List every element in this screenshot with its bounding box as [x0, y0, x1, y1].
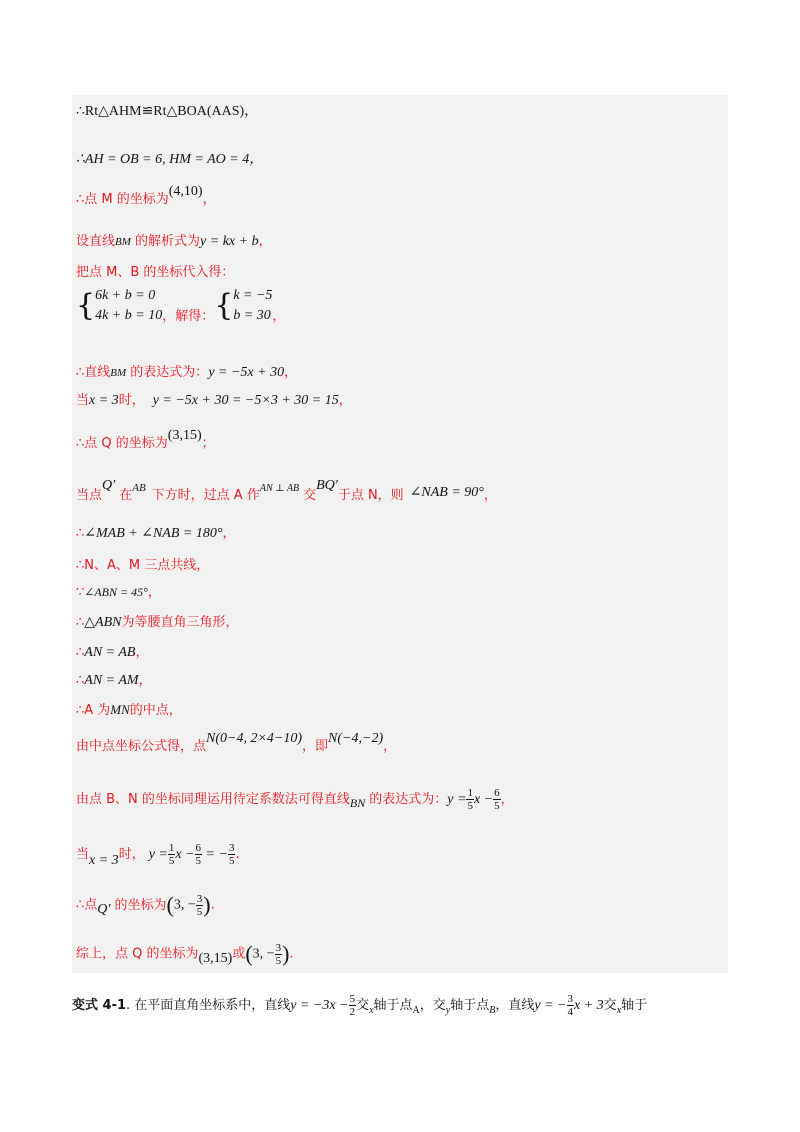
line-bm-expression [76, 361, 297, 381]
text: 的中点， [129, 703, 182, 718]
line-x3-bn [76, 842, 240, 867]
eq1: 6k + b = 0 [95, 288, 156, 303]
line-point-q [76, 428, 215, 452]
text: 为等腰直角三角形， [121, 615, 239, 630]
eq-calc: y = −5x + 30 = −5×3 + 30 = 15 [152, 393, 339, 408]
x-value: x = 3 [89, 393, 119, 408]
text: ， [222, 526, 236, 541]
text: ∴点 [76, 897, 98, 913]
var-q-prime: Q′ [102, 478, 116, 493]
point-q-value: (3,15) [167, 428, 202, 443]
numerator: 3 [567, 993, 573, 1005]
coord-x: 3, − [173, 897, 196, 913]
text: ，直线 [495, 998, 535, 1013]
angle-sum: ∠MAB + ∠NAB = 180° [84, 526, 223, 541]
text: ∴ [76, 526, 85, 541]
text: ∴ [76, 645, 85, 660]
text: 把点 M、B 的坐标代入得： [76, 265, 235, 280]
text: ， [284, 365, 298, 380]
text: 交 [603, 998, 617, 1013]
point-b: B [489, 1005, 496, 1016]
numerator: 6 [195, 842, 202, 854]
denominator: 5 [195, 855, 202, 867]
line-bn-expression [76, 787, 514, 812]
system-equations [95, 286, 162, 326]
line-angle-sum [76, 522, 235, 542]
text: 于点 N，则 [337, 488, 404, 503]
line-angle-abn [76, 581, 161, 600]
variant-problem [72, 993, 647, 1018]
paren-close: ) [203, 892, 211, 917]
text: 交 [303, 488, 317, 503]
text: 或 [232, 946, 246, 962]
denominator: 5 [494, 800, 500, 812]
line-point-n [76, 731, 397, 755]
triangle-abn: △ABN [84, 615, 122, 630]
denominator: 5 [275, 954, 282, 967]
text: ， [338, 393, 352, 408]
eq-part: x − [473, 792, 494, 807]
var-bm: BM [110, 367, 127, 379]
line-system [76, 286, 285, 326]
text: ， [138, 673, 152, 688]
text: ，即 [302, 739, 329, 754]
text: 轴于 [621, 998, 648, 1013]
text: ，解得： [162, 308, 215, 324]
var-ab: AB [132, 482, 146, 494]
eq-part: = − [202, 847, 228, 862]
eq1: y = −3x − [290, 998, 349, 1013]
paren-close: ) [282, 941, 290, 966]
point-n-calc: N(0−4, 2×4−10) [206, 731, 303, 746]
point-q-value: (3,15) [198, 950, 233, 966]
text: 当点 [76, 488, 103, 503]
eq2-pre: y = − [534, 998, 567, 1013]
text: 下方时，过点 A 作 [151, 488, 260, 503]
text: 的表达式为： [126, 365, 209, 380]
text: 设直线 [76, 234, 116, 249]
left-brace: { [76, 288, 96, 323]
eq-part: y = [148, 847, 168, 862]
eq-an-am: AN = AM [84, 673, 139, 688]
system-solution [233, 286, 272, 326]
text: 轴于点 [373, 998, 413, 1013]
numerator: 3 [228, 842, 235, 854]
line-point-m [76, 184, 216, 208]
denominator: 5 [168, 855, 175, 867]
line-midpoint [76, 699, 182, 718]
var-bq-prime: BQ′ [316, 478, 338, 493]
text: ∵ [76, 585, 85, 600]
eq2-post: x + 3 [574, 998, 604, 1013]
text: 的坐标为 [114, 897, 167, 913]
paren-open: ( [245, 941, 253, 966]
text: ∴A 为 [76, 703, 111, 718]
var-mn: MN [110, 702, 130, 717]
fraction [466, 787, 474, 812]
congruence-statement: ∴Rt△AHM≌Rt△BOA(AAS)， [76, 104, 259, 119]
text: ∴点 Q 的坐标为 [76, 436, 168, 451]
text: . [210, 897, 215, 913]
text: ∴ [76, 673, 85, 688]
text: . [235, 847, 240, 862]
var-bn: BN [349, 796, 366, 810]
text: ，交 [419, 998, 446, 1013]
line-an-am [76, 669, 152, 689]
text: 的解析式为 [130, 234, 201, 249]
fraction [567, 993, 575, 1018]
text: 轴于点 [450, 998, 490, 1013]
angle-abn: ∠ABN = 45° [84, 585, 148, 599]
sol1: k = −5 [233, 288, 273, 303]
denominator: 4 [567, 1006, 573, 1018]
text: ； [201, 436, 215, 451]
coord-x: 3, − [252, 946, 275, 962]
var-x: x [369, 1005, 374, 1016]
paren-open: ( [166, 892, 174, 917]
eq-bn: y = [447, 792, 467, 807]
point-m-value: (4,10) [168, 184, 203, 199]
denominator: 5 [196, 905, 203, 918]
eq-general: y = kx + b [200, 234, 259, 249]
numerator: 1 [168, 842, 175, 854]
text: ∴点 M 的坐标为 [76, 192, 169, 207]
text: 当 [76, 847, 90, 862]
text: ， [202, 192, 216, 207]
fraction [493, 787, 501, 812]
text: . 在平面直角坐标系中，直线 [126, 998, 291, 1013]
line-collinear [76, 554, 209, 573]
text: ， [500, 792, 514, 807]
numerator: 6 [494, 787, 500, 799]
text: 由中点坐标公式得，点 [76, 739, 207, 754]
line-an-ab [76, 641, 148, 661]
denominator: 5 [228, 855, 235, 867]
fraction [275, 942, 283, 967]
text: ∴ [76, 615, 85, 630]
text: 交 [356, 998, 370, 1013]
line-isosceles [76, 611, 239, 631]
fraction [195, 842, 203, 867]
perpendicular: AN ⊥ AB [259, 483, 300, 494]
text: 综上，点 Q 的坐标为 [76, 946, 199, 962]
line-set-bm [76, 230, 272, 250]
fraction [349, 993, 357, 1018]
eq-part: x − [175, 847, 195, 862]
text: ， [483, 488, 497, 503]
text: ， [383, 739, 397, 754]
numerator: 5 [349, 993, 356, 1005]
line-point-q-prime [76, 892, 215, 918]
numerator: 1 [467, 787, 473, 799]
variant-label: 变式 4-1 [72, 998, 127, 1013]
point-n-value: N(−4,−2) [328, 731, 384, 746]
var-x: x [616, 1005, 622, 1016]
line-congruent [76, 100, 258, 120]
eq-bm: y = −5x + 30 [208, 365, 285, 380]
left-brace: { [214, 288, 234, 323]
sol2: b = 30 [233, 308, 271, 323]
var-q-prime: Q′ [97, 901, 111, 917]
text: ∴N、A、M 三点共线， [76, 558, 210, 573]
text: 由点 B、N 的坐标同理运用待定系数法可得直线 [76, 792, 350, 807]
text: 当 [76, 393, 90, 408]
line-conclusion [76, 941, 294, 967]
text: 在 [119, 488, 133, 503]
line-q-prime-case [76, 478, 497, 504]
lengths-statement: ∴AH = OB = 6, HM = AO = 4， [76, 152, 264, 167]
var-bm: BM [115, 236, 131, 248]
eq2: 4k + b = 10 [95, 308, 163, 323]
denominator: 5 [467, 800, 473, 812]
text: ∴直线 [76, 365, 111, 380]
text: 时， [118, 393, 145, 408]
text: 的表达式为： [369, 792, 448, 807]
numerator: 3 [275, 941, 282, 954]
text: ， [258, 234, 272, 249]
denominator: 2 [349, 1006, 356, 1018]
point-a: A [412, 1005, 420, 1016]
eq-an-ab: AN = AB [84, 645, 136, 660]
text: ， [135, 645, 149, 660]
text: . [289, 946, 294, 962]
numerator: 3 [196, 892, 203, 905]
text: 时， [118, 847, 145, 862]
x-value: x = 3 [89, 853, 119, 868]
line-x3 [76, 389, 352, 409]
text: ， [272, 308, 286, 324]
text: ， [147, 585, 161, 600]
angle-nab: ∠NAB = 90° [409, 485, 484, 500]
line-substitute [76, 261, 234, 280]
var-y: y [445, 1005, 451, 1016]
line-lengths [76, 148, 263, 168]
